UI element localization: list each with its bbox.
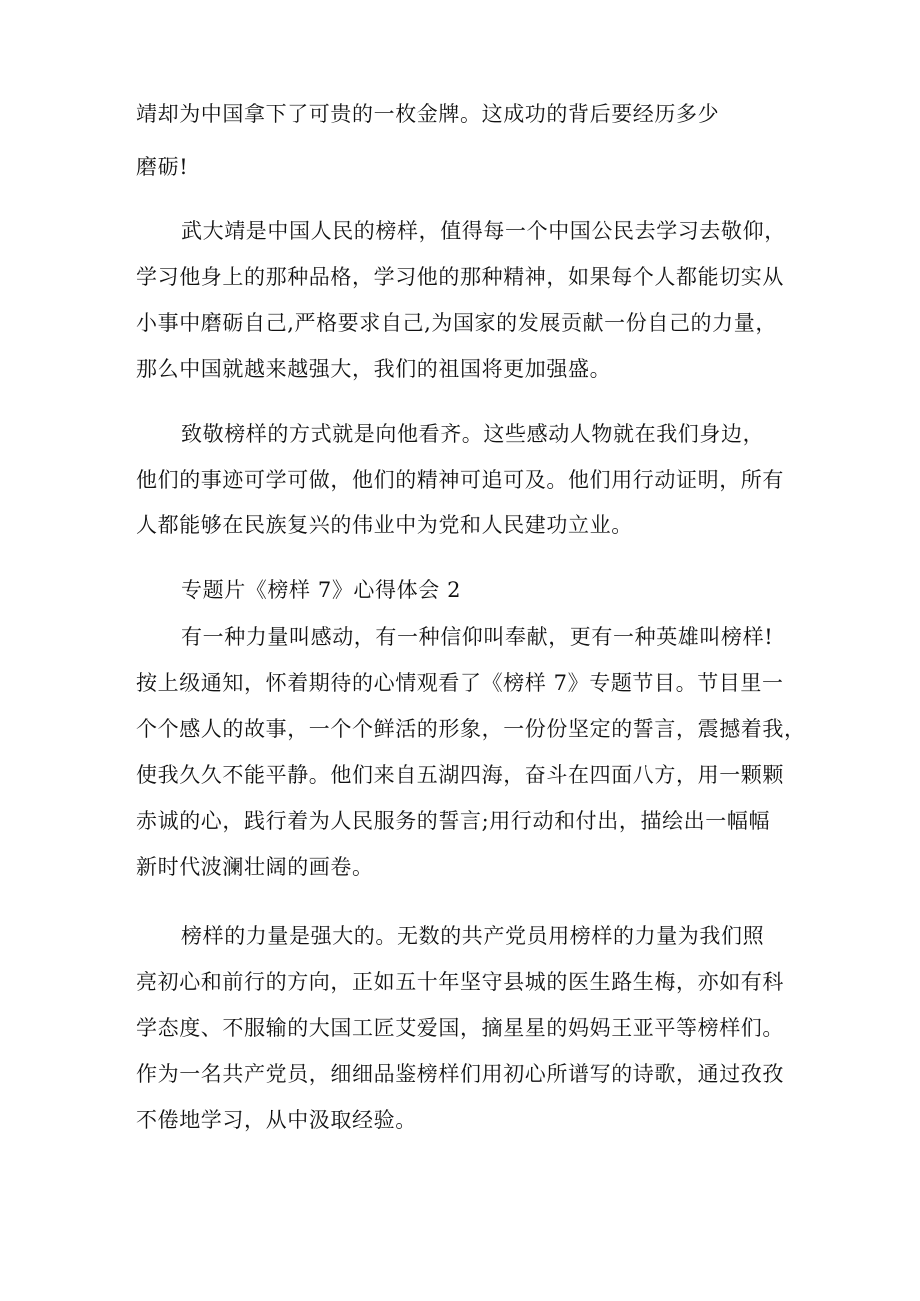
paragraph-3-line-1: 有一种力量叫感动，有一种信仰叫奉献，更有一种英雄叫榜样! bbox=[181, 625, 774, 649]
text-line-1: 靖却为中国拿下了可贵的一枚金牌。这成功的背后要经历多少 bbox=[136, 102, 720, 126]
paragraph-4-line-3: 学态度、不服输的大国工匠艾爱国，摘星星的妈妈王亚平等榜样们。 bbox=[136, 1016, 784, 1040]
paragraph-3-line-5: 赤诚的心，践行着为人民服务的誓言;用行动和付出，描绘出一幅幅 bbox=[136, 809, 771, 833]
paragraph-2-line-2: 他们的事迹可学可做，他们的精神可追可及。他们用行动证明，所有 bbox=[136, 468, 784, 492]
text-line-2: 磨砺! bbox=[136, 155, 189, 179]
paragraph-4-line-1: 榜样的力量是强大的。无数的共产党员用榜样的力量为我们照 bbox=[181, 924, 765, 948]
section-heading: 专题片《榜样 7》心得体会 2 bbox=[181, 578, 462, 602]
paragraph-1-line-3: 小事中磨砺自己,严格要求自己,为国家的发展贡献一份自己的力量， bbox=[136, 311, 777, 335]
paragraph-2-line-1: 致敬榜样的方式就是向他看齐。这些感动人物就在我们身边， bbox=[181, 422, 765, 446]
paragraph-4-line-4: 作为一名共产党员，细细品鉴榜样们用初心所谱写的诗歌，通过孜孜 bbox=[136, 1062, 784, 1086]
paragraph-1-line-1: 武大靖是中国人民的榜样，值得每一个中国公民去学习去敬仰， bbox=[181, 219, 786, 243]
paragraph-1-line-2: 学习他身上的那种品格，学习他的那种精神，如果每个人都能切实从 bbox=[136, 265, 784, 289]
paragraph-3-line-2: 按上级通知，怀着期待的心情观看了《榜样 7》专题节目。节目里一 bbox=[136, 671, 784, 695]
paragraph-1-line-4: 那么中国就越来越强大，我们的祖国将更加强盛。 bbox=[136, 357, 612, 381]
paragraph-3-line-3: 个个感人的故事，一个个鲜活的形象，一份份坚定的誓言，震撼着我， bbox=[136, 717, 806, 741]
paragraph-3-line-6: 新时代波澜壮阔的画卷。 bbox=[136, 855, 374, 879]
paragraph-2-line-3: 人都能够在民族复兴的伟业中为党和人民建功立业。 bbox=[136, 513, 633, 537]
paragraph-4-line-2: 亮初心和前行的方向，正如五十年坚守县城的医生路生梅，亦如有科 bbox=[136, 970, 784, 994]
paragraph-4-line-5: 不倦地学习，从中汲取经验。 bbox=[136, 1108, 417, 1132]
paragraph-3-line-4: 使我久久不能平静。他们来自五湖四海，奋斗在四面八方，用一颗颗 bbox=[136, 763, 784, 787]
